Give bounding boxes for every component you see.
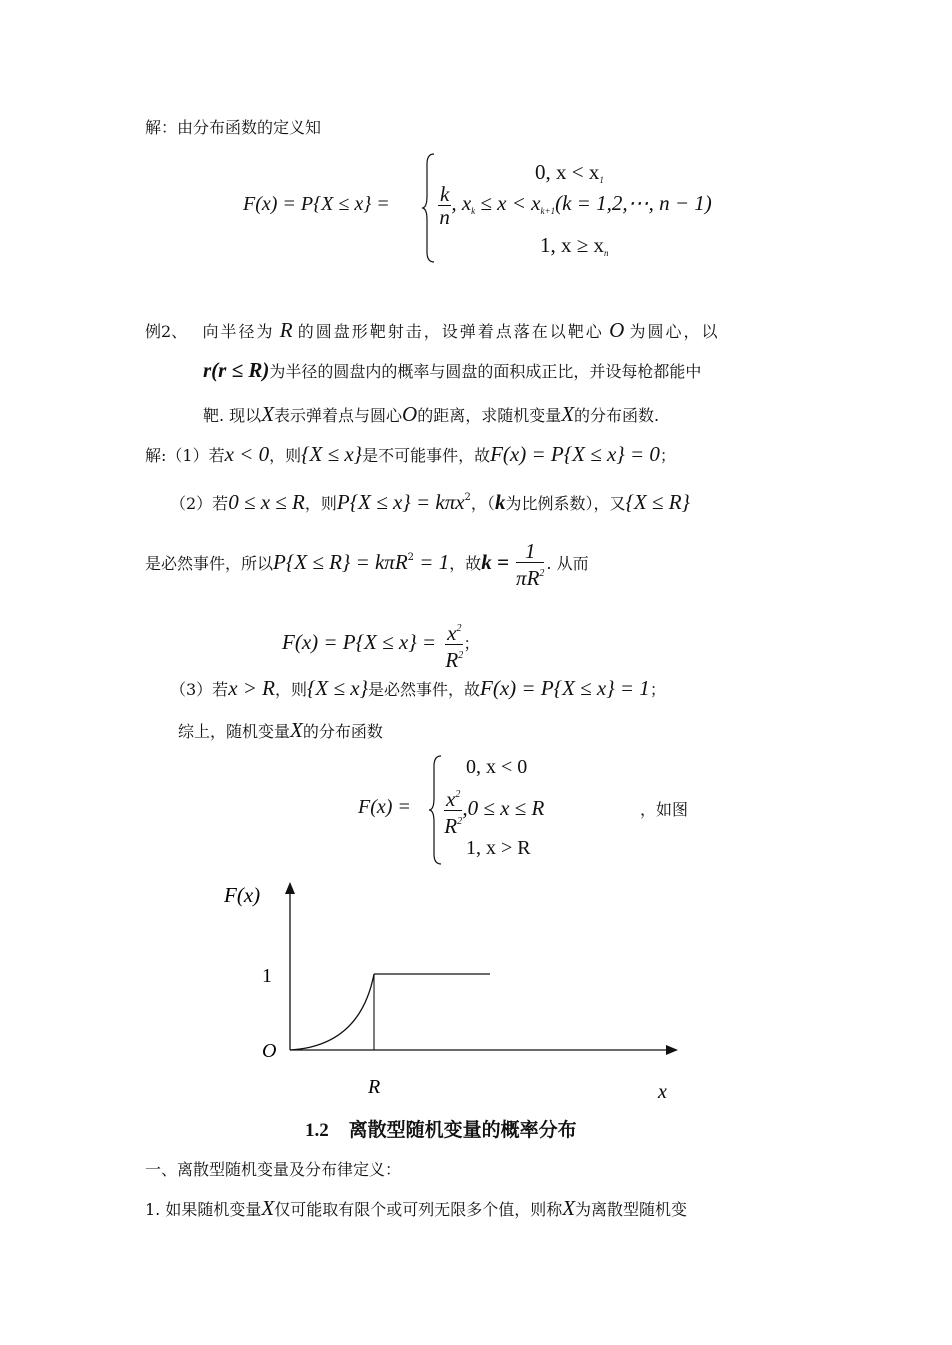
eq1-case1: 0, $x < x_1$ [535,160,604,185]
origin-label: O [262,1040,277,1062]
k-fraction: $\frac{1}{\pi R^2}$ [516,539,545,590]
eq2-fraction: $\frac{x^2}{R^2}$ [444,784,462,837]
solution2-step1: 解:（1）若x < 0，则{X ≤ x}是不可能事件，故F(x) = P{X ≤ x} = 0； [145,442,676,466]
eq1-lhs: F(x) = P{X ≤ x} = [243,193,390,215]
example2-line1: 例2、 向半径为 R 的圆盘形靶射击，设弹着点落在以靶心 O 为圆心，以 [145,318,720,342]
x-axis-label: x [658,1081,667,1103]
eq2-case3: 1, x > R [466,837,531,859]
curve-segment [290,974,374,1050]
eq2-lhs: F(x) = [358,796,411,818]
result-fraction: $\frac{x^2}{R^2}$ [445,618,463,671]
definition-item-1: 1. 如果随机变量X仅可能取有限个或可列无限多个值，则称X为离散型随机变 [145,1196,688,1220]
y-tick-label: 1 [262,965,272,987]
eq1-brace [422,152,436,264]
x-tick-label: R [368,1076,381,1098]
solution2-result: F(x) = P{X ≤ x} = $\frac{x^2}{R^2}$ ； [282,618,479,671]
eq2-case2: $\frac{x^2}{R^2}$ ,0 ≤ x ≤ R [444,784,544,837]
solution2-summary: 综上，随机变量X的分布函数 [178,718,383,742]
solution-label: 解：由分布函数的定义知 [145,118,322,137]
solution2-step2-cont: 是必然事件，所以P{X ≤ R} = kπR$^2$ = 1，故k = $\frac{1}{\pi R^2}$ . 从而 [145,539,589,590]
distribution-graph [210,870,710,1110]
eq1-case2: $\frac{k}{n}$ , $x_k \le x < x_{k+1}(k$ = 1,2,⋯, n − 1) [439,182,712,229]
solution2-step3: （3）若x > R，则{X ≤ x}是必然事件，故F(x) = P{X ≤ x} = 1； [170,676,666,700]
x-axis-arrow-icon [666,1045,678,1055]
eq1-case3: 1, $x \ge x_n$ [540,233,609,258]
y-axis-arrow-icon [285,882,295,894]
definition-heading: 一、离散型随机变量及分布律定义： [145,1160,402,1179]
eq2-case1: 0, x < 0 [466,756,528,778]
eq1-fraction: $\frac{k}{n}$ [439,182,450,229]
y-axis-label: F(x) [224,883,261,907]
eq2-brace [429,754,443,866]
section-heading: 1.2 离散型随机变量的概率分布 [305,1119,577,1141]
solution2-step2: （2）若0 ≤ x ≤ R，则P{X ≤ x} = kπx$^2$，（k为比例系数），又{X ≤ R} [170,490,690,514]
example2-line2: r(r ≤ R)为半径的圆盘内的概率与圆盘的面积成正比，并设每枪都能中 [203,358,702,382]
eq2-note: ，如图 [640,800,689,819]
example2-line3: 靶. 现以X表示弹着点与圆心O的距离，求随机变量X的分布函数. [203,402,660,426]
